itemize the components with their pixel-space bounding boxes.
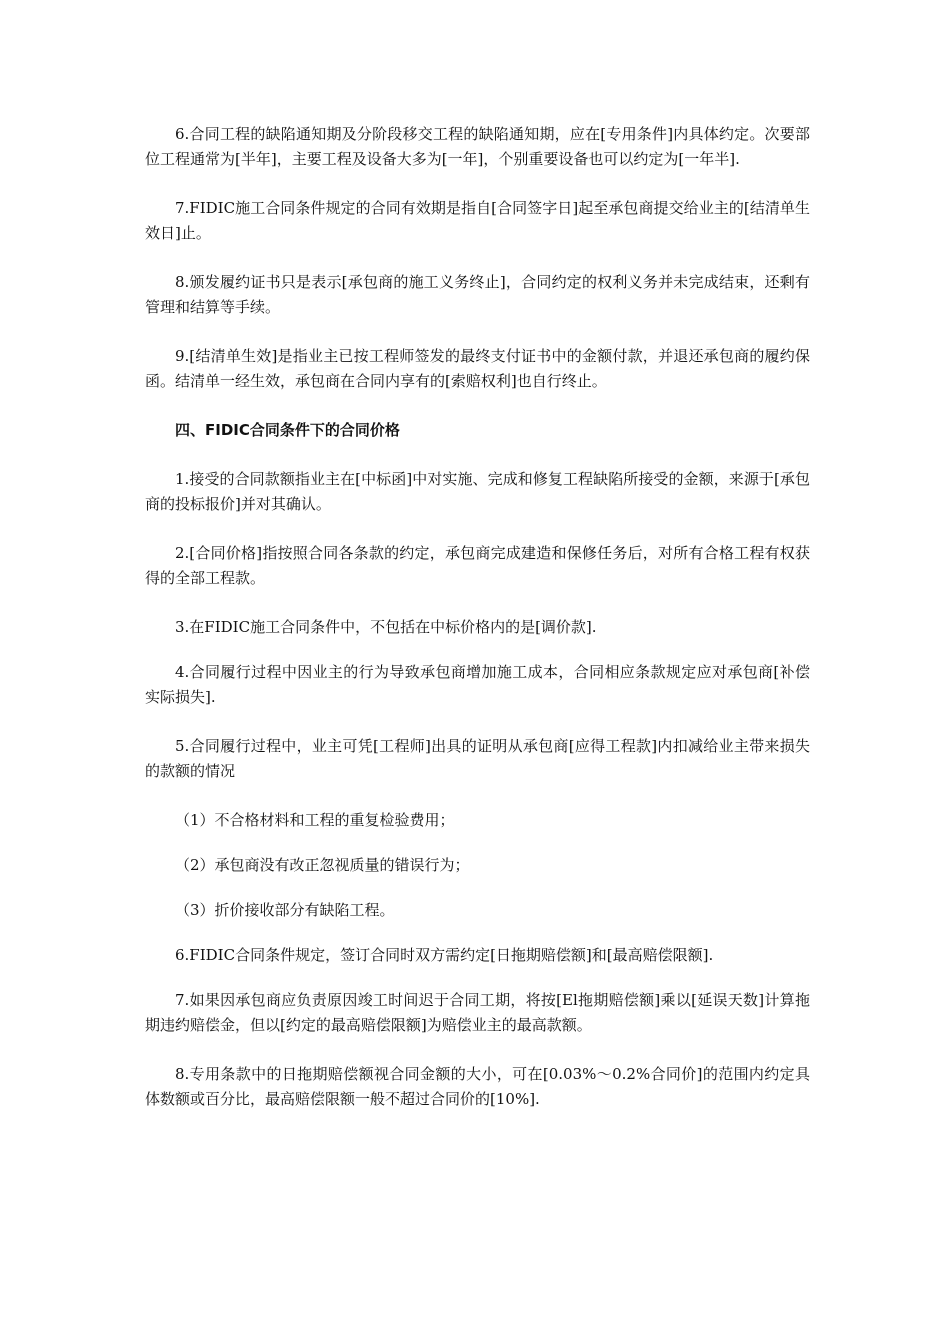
paragraph-b8: 8.专用条款中的日拖期赔偿额视合同金额的大小，可在[0.03%～0.2%合同价]的范围内约定具体数额或百分比，最高赔偿限额一般不超过合同价的[10%]. bbox=[145, 1065, 810, 1108]
list-item-2: （2）承包商没有改正忽视质量的错误行为； bbox=[175, 856, 470, 874]
paragraph-b1: 1.接受的合同款额指业主在[中标函]中对实施、完成和修复工程缺陷所接受的金额，来源于[承包商的投标报价]并对其确认。 bbox=[145, 470, 810, 513]
section-heading: 四、FIDIC合同条件下的合同价格 bbox=[175, 421, 400, 439]
paragraph-a6: 6.合同工程的缺陷通知期及分阶段移交工程的缺陷通知期，应在[专用条件]内具体约定。次要部位工程通常为[半年]，主要工程及设备大多为[一年]，个别重要设备也可以约定为[一年半]. bbox=[145, 125, 810, 168]
paragraph-a7: 7.FIDIC施工合同条件规定的合同有效期是指自[合同签字日]起至承包商提交给业主的[结清单生效日]止。 bbox=[145, 199, 810, 242]
paragraph-a8: 8.颁发履约证书只是表示[承包商的施工义务终止]，合同约定的权利义务并未完成结束，还剩有管理和结算等手续。 bbox=[145, 273, 810, 316]
paragraph-b2: 2.[合同价格]指按照合同各条款的约定，承包商完成建造和保修任务后，对所有合格工程有权获得的全部工程款。 bbox=[145, 544, 810, 587]
paragraph-b6: 6.FIDIC合同条件规定，签订合同时双方需约定[日拖期赔偿额]和[最高赔偿限额]. bbox=[175, 946, 714, 964]
paragraph-a9: 9.[结清单生效]是指业主已按工程师签发的最终支付证书中的金额付款，并退还承包商的履约保函。结清单一经生效，承包商在合同内享有的[索赔权利]也自行终止。 bbox=[145, 347, 810, 390]
list-item-3: （3）折价接收部分有缺陷工程。 bbox=[175, 901, 395, 919]
paragraph-b5: 5.合同履行过程中，业主可凭[工程师]出具的证明从承包商[应得工程款]内扣减给业主带来损失的款额的情况 bbox=[145, 737, 810, 780]
list-item-1: （1）不合格材料和工程的重复检验费用； bbox=[175, 811, 455, 829]
document-page bbox=[145, 122, 810, 1136]
paragraph-b4: 4.合同履行过程中因业主的行为导致承包商增加施工成本，合同相应条款规定应对承包商[补偿实际损失]. bbox=[145, 663, 810, 706]
paragraph-b3: 3.在FIDIC施工合同条件中，不包括在中标价格内的是[调价款]. bbox=[175, 618, 597, 636]
paragraph-b7: 7.如果因承包商应负责原因竣工时间迟于合同工期，将按[El拖期赔偿额]乘以[延误天数]计算拖期违约赔偿金，但以[约定的最高赔偿限额]为赔偿业主的最高款额。 bbox=[145, 991, 810, 1034]
